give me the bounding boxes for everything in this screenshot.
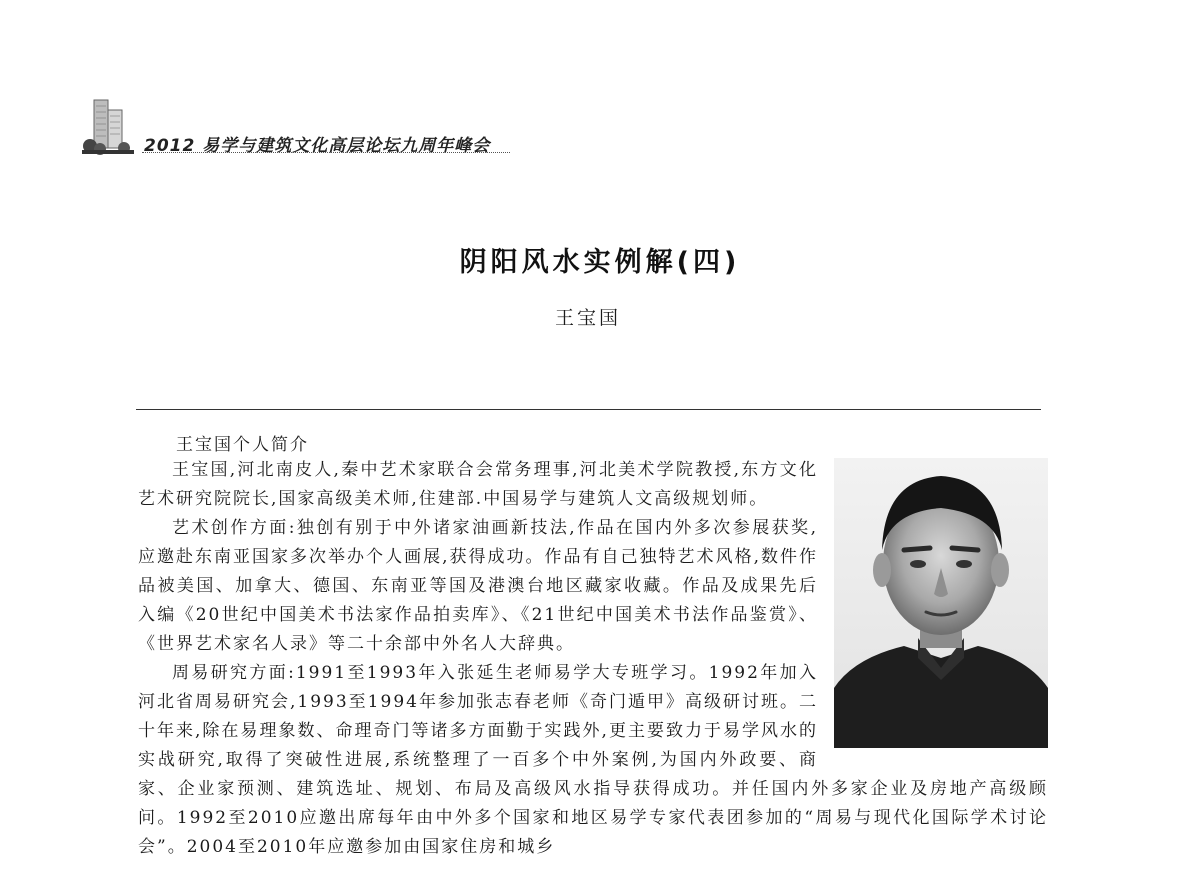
article-author: 王宝国 xyxy=(554,307,621,329)
forum-building-logo-icon xyxy=(82,96,134,156)
running-header xyxy=(82,96,512,160)
header-title: 2012 易学与建筑文化高层论坛九周年峰会 xyxy=(144,136,491,156)
section-heading: 王宝国个人简介 xyxy=(176,435,309,455)
portrait-icon xyxy=(834,458,1048,748)
article-title: 阴阳风水实例解(四) xyxy=(459,247,741,278)
paragraph: 艺术创作方面:独创有别于中外诸家油画新技法,作品在国内外多次参展获奖,应邀赴东南亚国家多次举办个人画展,获得成功。作品有自己独特艺术风格,数件作品被美国、加拿大、德国、东南亚等国及港澳台地区藏家收藏。作品及成果先后入编《20世纪中国美术书法家作品拍卖库》、《21世纪中国美术书法作品鉴赏》、《世界艺术家名人录》等二十余部中外名人大辞典。 xyxy=(138,518,818,654)
author-portrait-photo xyxy=(834,458,1048,748)
divider xyxy=(136,409,1041,410)
paragraph: 周易研究方面:1991至1993年入张延生老师易学大专班学习。1992年加入河北省周易研究会,1993至1994年参加张志春老师《奇门遁甲》高级研讨班。二十年来,除在易理象数、命理奇门等诸多方面勤于实践外,更主要致力于易学风水的实战研究,取得了突破性进展,系统整理了一百多个中外案例,为国内外政要、商家、企业家预测、建筑选址、规划、布局及高级风水指导获得成功。并任国内外多家企业及房地产高级顾问。1992至2010应邀出席每年由中外多个国家和地区易学专家代表团参加的“周易与现代化国际学术讨论会”。2004至2010年应邀参加由国家住房和城乡 xyxy=(138,663,1048,857)
article-body xyxy=(138,456,1048,862)
header-rule xyxy=(142,152,510,153)
paragraph: 王宝国,河北南皮人,秦中艺术家联合会常务理事,河北美术学院教授,东方文化艺术研究院院长,国家高级美术师,住建部.中国易学与建筑人文高级规划师。 xyxy=(138,460,818,509)
